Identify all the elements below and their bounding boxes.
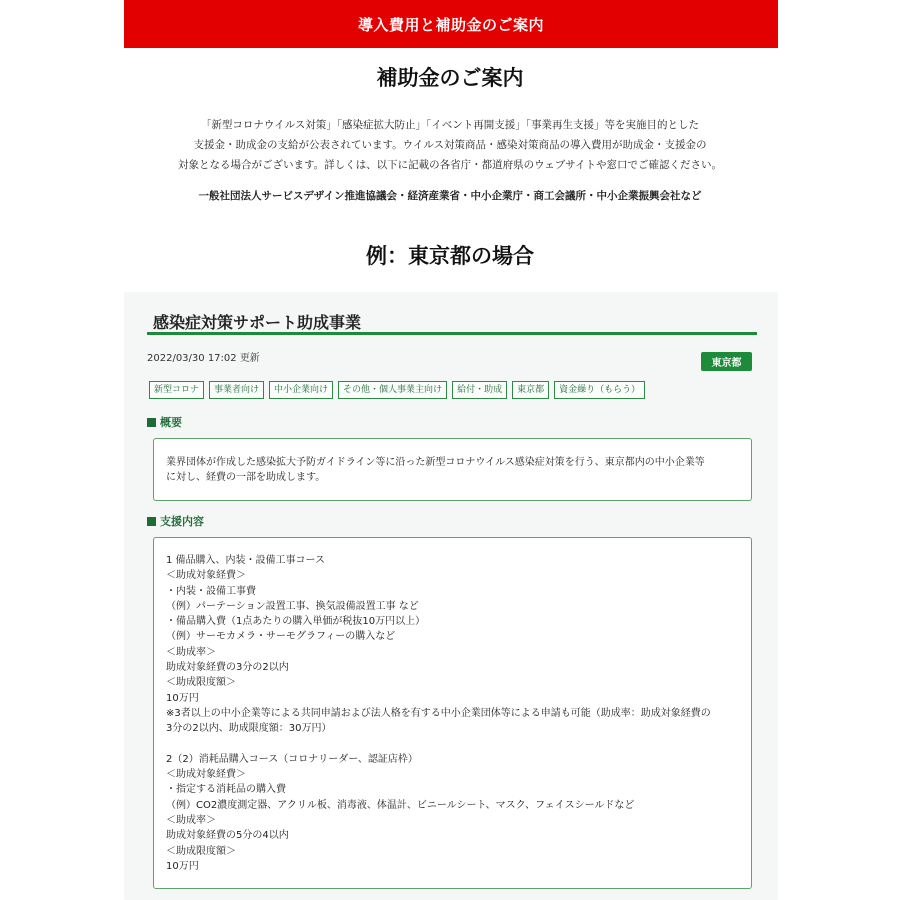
- top-banner: [124, 0, 778, 48]
- intro-line: 対象となる場合がございます。詳しくは、以下に記載の各省庁・都道府県のウェブサイトや窓口でご確認ください。: [177, 159, 722, 171]
- overview-box: [153, 438, 752, 501]
- title-underline: [147, 332, 757, 335]
- support-box: [153, 537, 752, 889]
- example-heading: 例：東京都の場合: [366, 244, 534, 268]
- square-bullet-icon: [147, 517, 156, 526]
- banner-title: 導入費用と補助金のご案内: [357, 15, 544, 34]
- tag[interactable]: 給付・助成: [452, 381, 507, 399]
- support-heading: [147, 513, 204, 529]
- overview-heading: [147, 414, 182, 430]
- tag[interactable]: 資金繰り（もらう）: [554, 381, 645, 399]
- organizations-list: 一般社団法人サービスデザイン推進協議会・経済産業省・中小企業庁・商工会議所・中小企業振興会社など: [198, 190, 702, 202]
- square-bullet-icon: [147, 418, 156, 427]
- tag[interactable]: 事業者向け: [209, 381, 264, 399]
- tag[interactable]: その他・個人事業主向け: [338, 381, 447, 399]
- updated-timestamp: 2022/03/30 17:02 更新: [147, 353, 260, 364]
- intro-text: [0, 115, 900, 175]
- tag[interactable]: 新型コロナ: [149, 381, 204, 399]
- tag-list: [149, 381, 645, 399]
- tag[interactable]: 中小企業向け: [269, 381, 333, 399]
- page-heading: 補助金のご案内: [376, 66, 524, 90]
- overview-text: 業界団体が作成した感染拡大予防ガイドライン等に沿った新型コロナウイルス感染症対策を行う、東京都内の中小企業等 に対し、経費の一部を助成します。: [166, 457, 705, 484]
- support-text: 1 備品購入、内装・設備工事コース ＜助成対象経費＞ ・内装・設備工事費 （例）パーテーション設置工事、換気設備設置工事 など ・備品購入費（1点あたりの購入単価が税抜10万円以上） （例）サーモカメラ・サーモグラフィーの購入など ＜助成率＞ 助成対象経費の3分の2以内 ＜助成限度額＞ 10万円 ※3者以上の中小企業等による共同申請および法人格を有する中小企業団体等による申請も可能（助成率：助成対象経費の 3分の2以内、助成限度額：30万円） 2（2）消耗品購入コース（コロナリーダー、認証店枠） ＜助成対象経費＞ ・指定する消耗品の購入費 （例）CO2濃度測定器、アクリル板、消毒液、体温計、ビニールシート、マスク、フェイスシールドなど ＜助成率＞ 助成対象経費の5分の4以内 ＜助成限度額＞ 10万円: [166, 555, 711, 872]
- region-badge[interactable]: 東京都: [701, 352, 752, 371]
- support-heading-label: 支援内容: [160, 515, 204, 528]
- intro-line: 「新型コロナウイルス対策」「感染症拡大防止」「イベント再開支援」「事業再生支援」等を実施目的とした: [200, 119, 700, 131]
- intro-line: 支援金・助成金の支給が公表されています。ウイルス対策商品・感染対策商品の導入費用が助成金・支援金の: [193, 139, 707, 151]
- overview-heading-label: 概要: [160, 416, 182, 429]
- tag[interactable]: 東京都: [512, 381, 549, 399]
- card-title: 感染症対策サポート助成事業: [153, 313, 362, 332]
